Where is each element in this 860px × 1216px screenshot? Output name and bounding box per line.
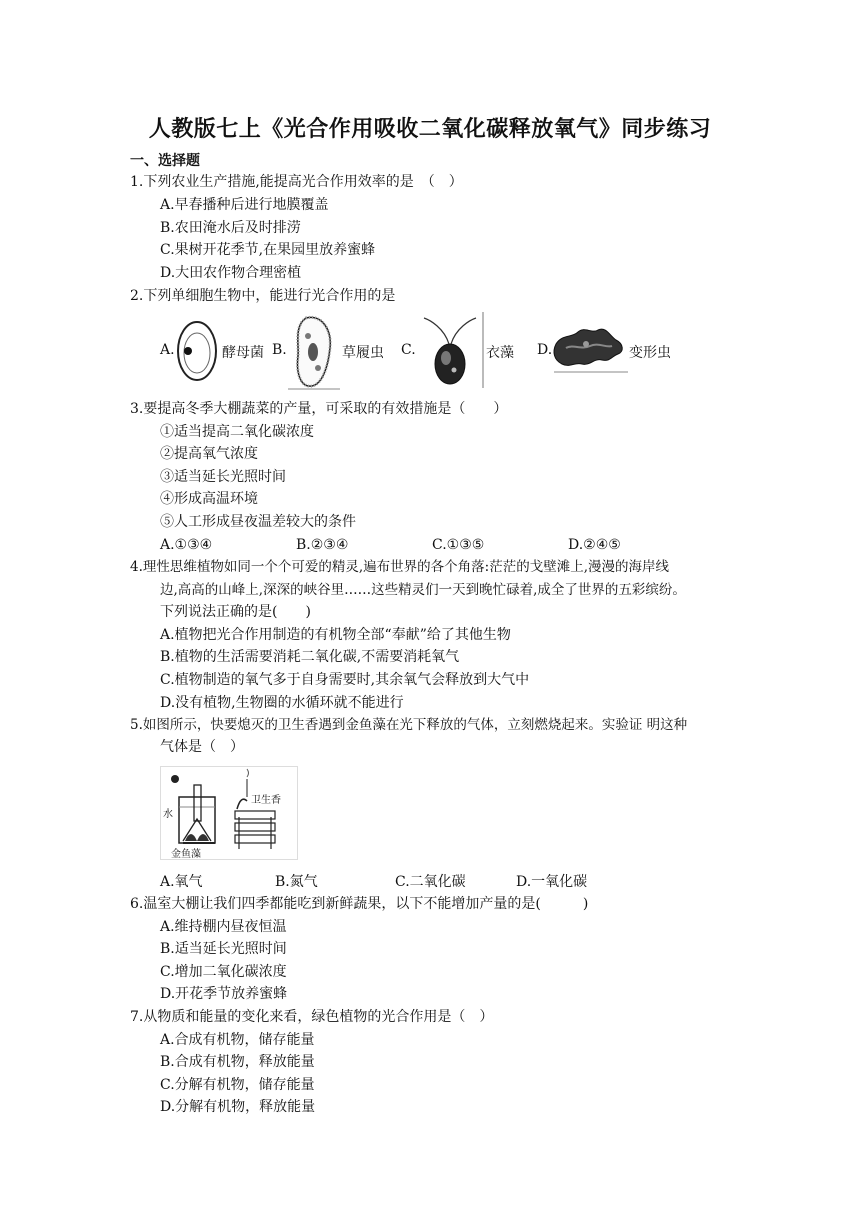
question-4-option-a: A.植物把光合作用制造的有机物全部“奉献”给了其他生物	[160, 627, 511, 643]
figure-label-incense: 卫生香	[251, 795, 281, 806]
question-1-stem: 1.下列农业生产措施,能提高光合作用效率的是 （ ）	[130, 174, 463, 190]
question-3-option-c: C.①③⑤	[432, 537, 485, 553]
question-4-stem-line-2: 边,高高的山峰上,深深的峡谷里……这些精灵们一天到晚忙碌着,成全了世界的五彩缤纷。	[160, 582, 686, 598]
question-4-option-b: B.植物的生活需要消耗二氧化碳,不需要消耗氧气	[160, 649, 460, 665]
question-3-item-4: ④形成高温环境	[160, 491, 258, 507]
question-2-option-c-name: 衣藻	[486, 345, 514, 361]
question-2-option-b-name: 草履虫	[342, 345, 384, 361]
question-2-option-c-letter: C.	[401, 342, 416, 358]
question-2-option-a-name: 酵母菌	[222, 345, 264, 361]
question-2-option-d-name: 变形虫	[629, 345, 671, 361]
question-3-item-3: ③适当延长光照时间	[160, 469, 286, 485]
question-7-option-c: C.分解有机物，储存能量	[160, 1077, 315, 1093]
chlamydomonas-image	[416, 312, 484, 388]
question-3-option-a: A.①③④	[160, 537, 213, 553]
question-6-option-c: C.增加二氧化碳浓度	[160, 964, 287, 980]
figure-label-water: 水	[163, 809, 173, 820]
question-2-option-b-letter: B.	[272, 342, 287, 358]
question-2-option-a-letter: A.	[160, 342, 175, 358]
yeast-image	[174, 318, 220, 384]
question-5-stem-line-1: 5.如图所示，快要熄灭的卫生香遇到金鱼藻在光下释放的气体，立刻燃烧起来。实验证 明这种	[130, 717, 688, 733]
question-2-stem: 2.下列单细胞生物中，能进行光合作用的是	[130, 288, 396, 304]
question-3-item-2: ②提高氧气浓度	[160, 446, 258, 462]
question-1-option-a: A.早春播种后进行地膜覆盖	[160, 197, 329, 213]
question-6-stem: 6.温室大棚让我们四季都能吃到新鲜蔬果，以下不能增加产量的是( )	[130, 896, 589, 912]
question-4-stem-line-3: 下列说法正确的是( )	[160, 604, 311, 620]
question-1-option-c: C.果树开花季节,在果园里放养蜜蜂	[160, 242, 376, 258]
question-5-stem-line-2: 气体是（ ）	[160, 739, 244, 755]
question-3-item-1: ①适当提高二氧化碳浓度	[160, 424, 314, 440]
question-5-option-d: D.一氧化碳	[516, 874, 588, 890]
experiment-figure	[160, 766, 298, 860]
question-5-option-b: B.氮气	[275, 874, 318, 890]
question-4-option-d: D.没有植物,生物圈的水循环就不能进行	[160, 695, 404, 711]
question-1-option-b: B.农田淹水后及时排涝	[160, 220, 301, 236]
question-5-option-a: A.氧气	[160, 874, 203, 890]
question-2-option-d-letter: D.	[537, 342, 553, 358]
figure-label-hornwort: 金鱼藻	[171, 849, 201, 860]
amoeba-image	[552, 322, 628, 374]
page-title: 人教版七上《光合作用吸收二氧化碳释放氧气》同步练习	[148, 116, 712, 142]
question-6-option-b: B.适当延长光照时间	[160, 941, 287, 957]
question-5-option-c: C.二氧化碳	[395, 874, 466, 890]
question-3-option-d: D.②④⑤	[568, 537, 621, 553]
question-7-option-d: D.分解有机物，释放能量	[160, 1099, 316, 1115]
question-1-option-d: D.大田农作物合理密植	[160, 265, 302, 281]
question-3-option-b: B.②③④	[296, 537, 349, 553]
question-4-option-c: C.植物制造的氧气多于自身需要时,其余氧气会释放到大气中	[160, 672, 530, 688]
question-3-stem: 3.要提高冬季大棚蔬菜的产量，可采取的有效措施是（ ）	[130, 401, 508, 417]
question-6-option-d: D.开花季节放养蜜蜂	[160, 986, 288, 1002]
section-heading: 一、选择题	[130, 153, 200, 169]
question-3-item-5: ⑤人工形成昼夜温差较大的条件	[160, 514, 356, 530]
question-6-option-a: A.维持棚内昼夜恒温	[160, 919, 287, 935]
question-4-stem-line-1: 4.理性思维植物如同一个个可爱的精灵,遍布世界的各个角落:茫茫的戈壁滩上,漫漫的海岸线	[130, 559, 670, 575]
question-7-option-a: A.合成有机物，储存能量	[160, 1032, 315, 1048]
paramecium-image	[288, 312, 340, 390]
question-7-option-b: B.合成有机物，释放能量	[160, 1054, 315, 1070]
question-7-stem: 7.从物质和能量的变化来看，绿色植物的光合作用是（ ）	[130, 1009, 494, 1025]
